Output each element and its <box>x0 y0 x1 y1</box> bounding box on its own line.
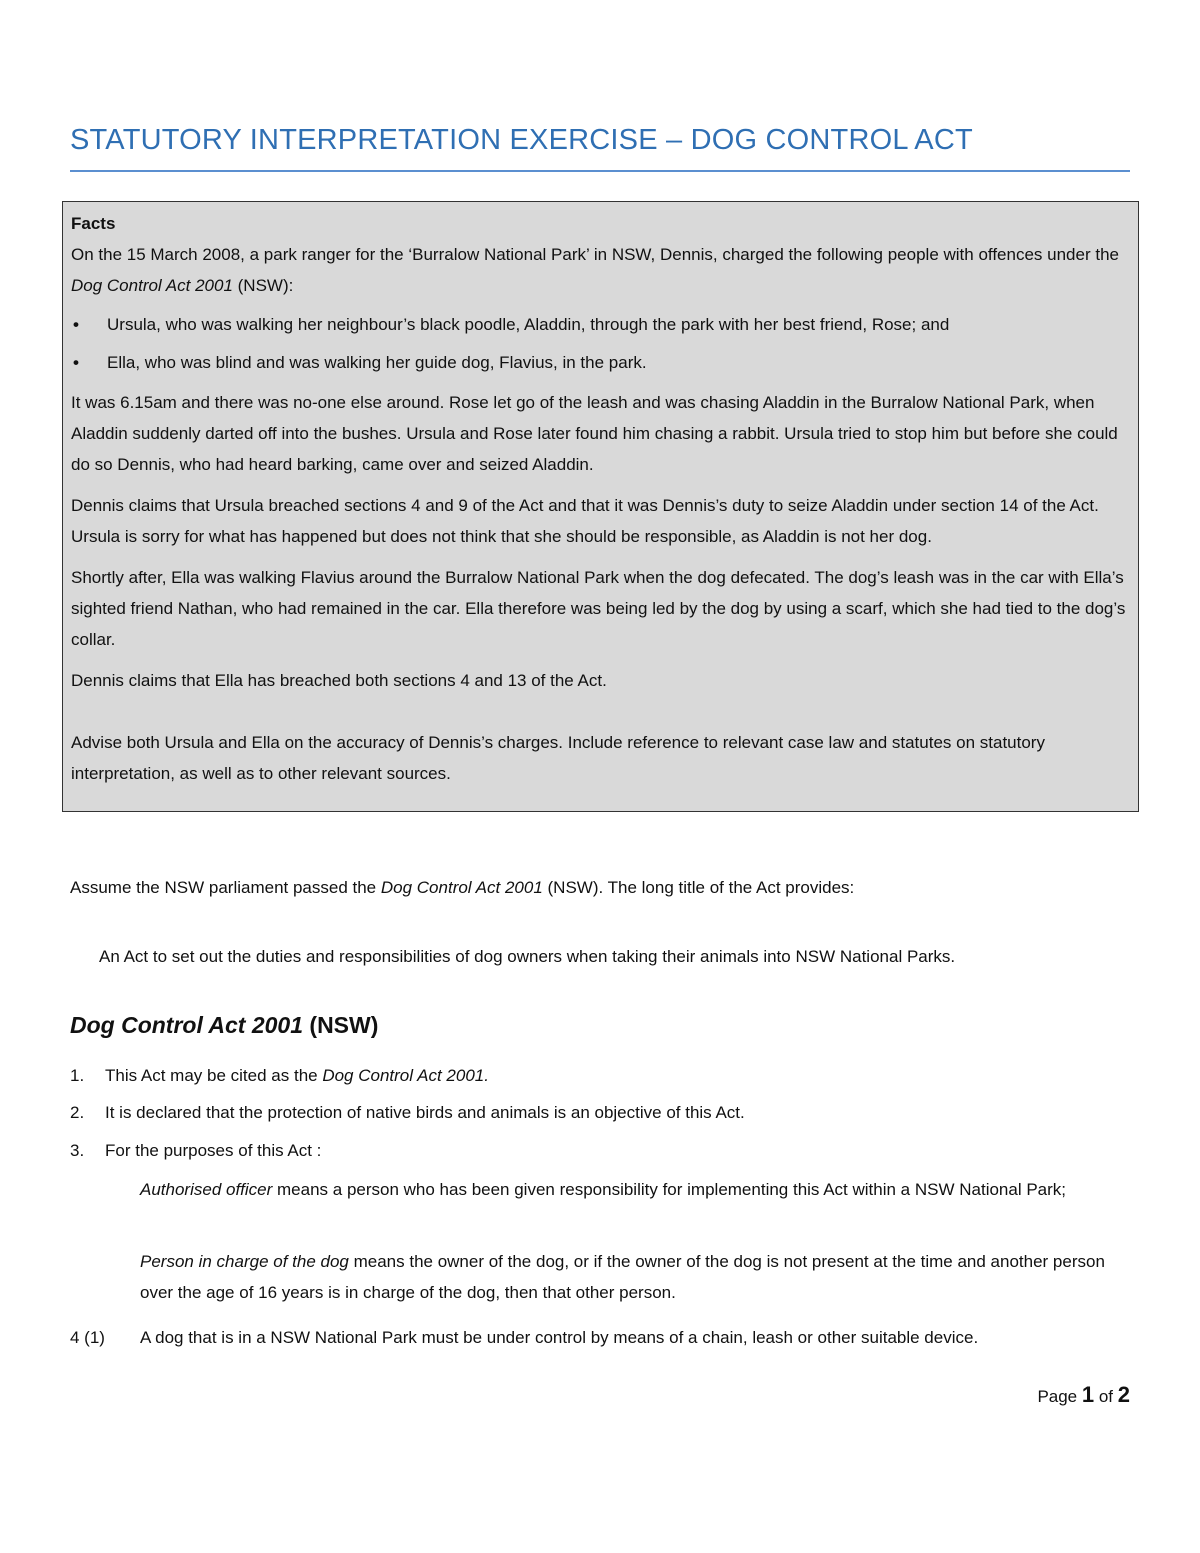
section-number: 2. <box>70 1103 85 1122</box>
definition-authorised-officer <box>140 1174 1115 1205</box>
act-heading-title: Dog Control Act 2001 <box>70 1012 304 1038</box>
page-footer <box>1037 1382 1130 1408</box>
page-total: 2 <box>1117 1382 1130 1407</box>
definition-person-in-charge <box>140 1246 1115 1308</box>
assume-after: (NSW). The long title of the Act provides: <box>542 878 855 897</box>
facts-intro-before: On the 15 March 2008, a park ranger for the ‘Burralow National Park’ in NSW, Dennis, charged the following people with offences under the <box>71 245 1119 264</box>
facts-intro <box>71 239 1130 301</box>
facts-bullet-list <box>71 311 1130 377</box>
definition-term: Person in charge of the dog <box>140 1252 349 1271</box>
definition-term: Authorised officer <box>140 1180 273 1199</box>
bullet-icon: • <box>73 353 79 372</box>
section-number: 1. <box>70 1066 85 1085</box>
facts-box <box>62 201 1139 812</box>
page-number: 1 <box>1081 1382 1095 1407</box>
section-text: For the purposes of this Act : <box>105 1141 322 1160</box>
document-title: STATUTORY INTERPRETATION EXERCISE – DOG CONTROL ACT <box>70 124 973 156</box>
bullet-icon: • <box>73 315 79 334</box>
facts-intro-act: Dog Control Act 2001 <box>71 276 233 295</box>
bullet-text: Ursula, who was walking her neighbour’s black poodle, Aladdin, through the park with her best friend, Rose; and <box>107 315 950 334</box>
facts-paragraph: It was 6.15am and there was no-one else around. Rose let go of the leash and was chasing Aladdin in the Burralow National Park, when Aladdin suddenly darted off into the bushes. Ursula and Rose later found him chasing a rabbit. Ursula tried to stop him but before she could do so Dennis, who had heard barking, came over and seized Aladdin. <box>71 393 1118 474</box>
assume-paragraph <box>70 872 1130 903</box>
definition-text: means the owner of the dog, or if the owner of the dog is not present at the time and another person over the age of 16 years is in charge of the dog, then that other person. <box>140 1252 1105 1302</box>
section-text: A dog that is in a NSW National Park must be under control by means of a chain, leash or other suitable device. <box>140 1328 979 1347</box>
long-title-quote: An Act to set out the duties and responsibilities of dog owners when taking their animals into NSW National Parks. <box>99 947 956 966</box>
title-underline <box>70 170 1130 172</box>
assume-act: Dog Control Act 2001 <box>380 878 543 897</box>
definition-text: means a person who has been given responsibility for implementing this Act within a NSW National Park; <box>272 1180 1067 1199</box>
list-item <box>71 311 1130 339</box>
assume-before: Assume the NSW parliament passed the <box>70 878 381 897</box>
page-label: Page <box>1037 1387 1082 1406</box>
page-of-label: of <box>1094 1387 1118 1406</box>
facts-heading: Facts <box>71 214 116 233</box>
section-number: 3. <box>70 1141 85 1160</box>
section-text-before: This Act may be cited as the <box>105 1066 323 1085</box>
facts-paragraph: Shortly after, Ella was walking Flavius around the Burralow National Park when the dog defecated. The dog’s leash was in the car with Ella’s sighted friend Nathan, who had remained in the car. Ella therefore was being led by the dog by using a scarf, which she had tied to the dog’s collar. <box>71 568 1126 649</box>
act-heading <box>70 1012 378 1039</box>
section-text <box>105 1060 1125 1091</box>
facts-paragraph: Dennis claims that Ella has breached both sections 4 and 13 of the Act. <box>71 671 607 690</box>
section-text: It is declared that the protection of native birds and animals is an objective of this Act. <box>105 1103 745 1122</box>
section-act-name: Dog Control Act 2001. <box>322 1066 489 1085</box>
section-number: 4 (1) <box>70 1328 105 1347</box>
facts-advise: Advise both Ursula and Ella on the accuracy of Dennis’s charges. Include reference to relevant case law and statutes on statutory interpretation, as well as to other relevant sources. <box>71 733 1045 783</box>
list-item <box>71 349 1130 377</box>
bullet-text: Ella, who was blind and was walking her guide dog, Flavius, in the park. <box>107 353 647 372</box>
facts-intro-after: (NSW): <box>232 276 294 295</box>
act-heading-jurisdiction: (NSW) <box>303 1012 379 1038</box>
facts-paragraph: Dennis claims that Ursula breached sections 4 and 9 of the Act and that it was Dennis’s duty to seize Aladdin under section 14 of the Act. Ursula is sorry for what has happened but does not think that she should be responsible, as Aladdin is not her dog. <box>71 496 1099 546</box>
